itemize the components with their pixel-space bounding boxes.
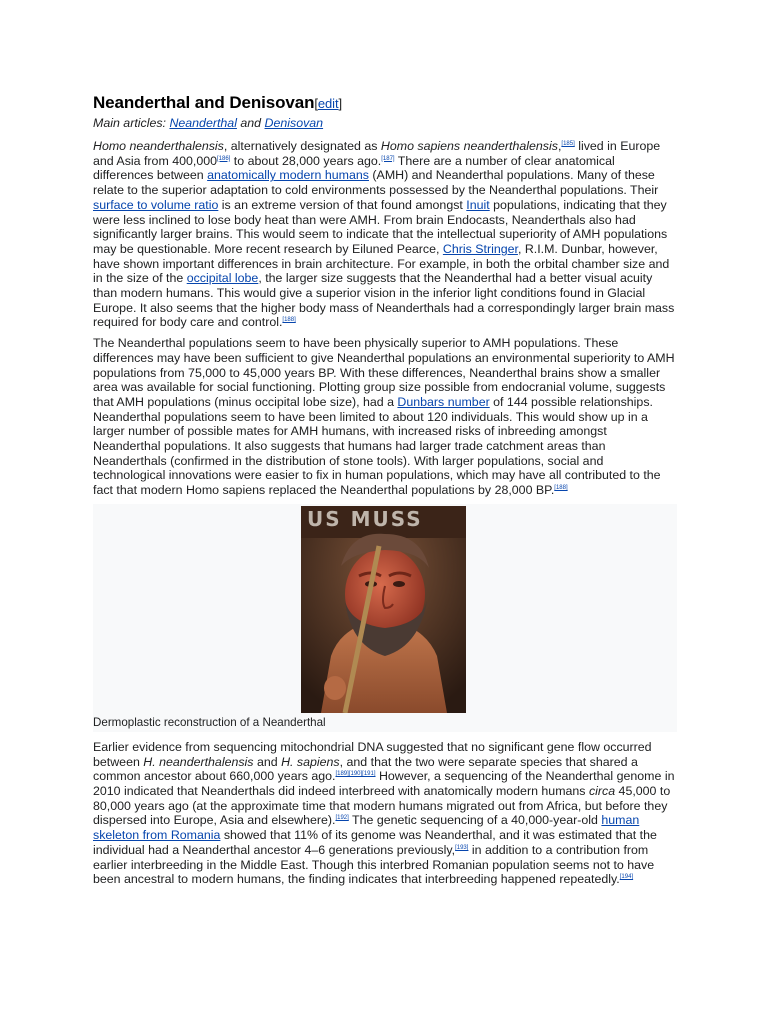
link-denisovan[interactable]: Denisovan: [264, 116, 324, 130]
paragraph-1: Homo neanderthalensis, alternatively designated as Homo sapiens neanderthalensis,[185] lived in Europe and Asia from 400,000[186] to about 28,000 years ago.[187] There are a number of clear anatomical differences between anatomically modern humans (AMH) and Neanderthal populations. Many of these relate to the superior adaptation to cold environments possessed by the Neanderthal populations. Their surface to volume ratio is an extreme version of that found amongst Inuit populations, indicating that they were less inclined to lose body heat than were AMH. From brain Endocasts, Neanderthals also had significantly larger brains. This would seem to indicate that the intellectual superiority of AMH populations may be questionable. More recent research by Eiluned Pearce, Chris Stringer, R.I.M. Dunbar, however, have shown important differences in brain architecture. For example, in both the orbital chamber size and in the size of the occipital lobe, the larger size suggests that the Neanderthal had a better visual acuity than modern humans. This would give a superior vision in the inferior light conditions found in Glacial Europe. It also seems that the higher body mass of Neanderthals had a correspondingly larger brain mass required for body care and control.[188]: [93, 139, 675, 330]
figure-caption: Dermoplastic reconstruction of a Neanderthal: [93, 715, 326, 729]
museum-sign-text: US MUSS: [307, 506, 423, 531]
link-chris-stringer[interactable]: Chris Stringer: [442, 241, 518, 256]
citation-ref[interactable]: [193]: [455, 844, 469, 851]
link-dunbars-number[interactable]: Dunbars number: [397, 394, 490, 409]
link-occipital-lobe[interactable]: occipital lobe: [186, 271, 259, 286]
citation-ref[interactable]: [188]: [282, 317, 296, 324]
citation-ref[interactable]: [189][190][191]: [335, 771, 376, 778]
section-title: Neanderthal and Denisovan: [93, 93, 315, 112]
citation-ref[interactable]: [194]: [619, 874, 634, 881]
link-anatomically-modern-humans[interactable]: anatomically modern humans: [207, 168, 369, 183]
section-heading: [93, 92, 677, 115]
neanderthal-reconstruction-image[interactable]: [301, 506, 466, 713]
paragraph-2: The Neanderthal populations seem to have been physically superior to AMH populations. These differences may have been sufficient to give Neanderthal populations an environmental superiority to AMH populations from 75,000 to 45,000 years BP. With these differences, Neanderthal brains show a smaller area was available for social functioning. Plotting group size possible from endocranial volume, suggests that AMH populations (minus occipital lobe size), had a Dunbars number of 144 possible relationships. Neanderthal populations seem to have been limited to about 120 individuals. This would show up in a larger number of possible mates for AMH humans, with increased risks of inbreeding amongst Neanderthal populations. It also suggests that humans had larger trade catchment areas than Neanderthals (confirmed in the distribution of stone tools). With larger populations, social and technological innovations were easier to fix in human populations, which may have all contributed to the fact that modern Homo sapiens replaced the Neanderthal populations by 28,000 BP.[188]: [93, 336, 675, 498]
citation-ref[interactable]: [186]: [217, 155, 231, 162]
link-inuit[interactable]: Inuit: [466, 197, 490, 212]
article-content: [93, 92, 677, 893]
citation-ref[interactable]: [185]: [561, 140, 575, 147]
citation-ref[interactable]: [192]: [335, 815, 349, 822]
link-surface-to-volume-ratio[interactable]: surface to volume ratio: [93, 197, 219, 212]
figure-neanderthal: [93, 504, 677, 732]
paragraph-3: Earlier evidence from sequencing mitochondrial DNA suggested that no significant gene flow occurred between H. neanderthalensis and H. sapiens, and that the two were separate species that shared a common ancestor about 660,000 years ago.[189][190][191] However, a sequencing of the Neanderthal genome in 2010 indicated that Neanderthals did indeed interbreed with anatomically modern humans circa 45,000 to 80,000 years ago (at the approximate time that modern humans migrated out from Africa, but before they dispersed into Europe, Asia and elsewhere).[192] The genetic sequencing of a 40,000-year-old human skeleton from Romania showed that 11% of its genome was Neanderthal, and it was estimated that the individual had a Neanderthal ancestor 4–6 generations previously,[193] in addition to a contribution from earlier interbreeding in the Middle East. Though this interbred Romanian population seems not to have been ancestral to modern humans, the finding indicates that interbreeding happened repeatedly.[194]: [93, 739, 675, 887]
link-human-skeleton-from-romania[interactable]: human skeleton from Romania: [93, 813, 640, 843]
citation-ref[interactable]: [188]: [554, 485, 568, 492]
citation-ref[interactable]: [187]: [381, 155, 395, 162]
edit-link[interactable]: edit: [317, 96, 339, 111]
edit-section: [edit]: [314, 96, 342, 111]
hatnote-main-articles: Main articles: Neanderthal and Denisovan: [93, 116, 324, 130]
link-neanderthal[interactable]: Neanderthal: [169, 116, 237, 130]
